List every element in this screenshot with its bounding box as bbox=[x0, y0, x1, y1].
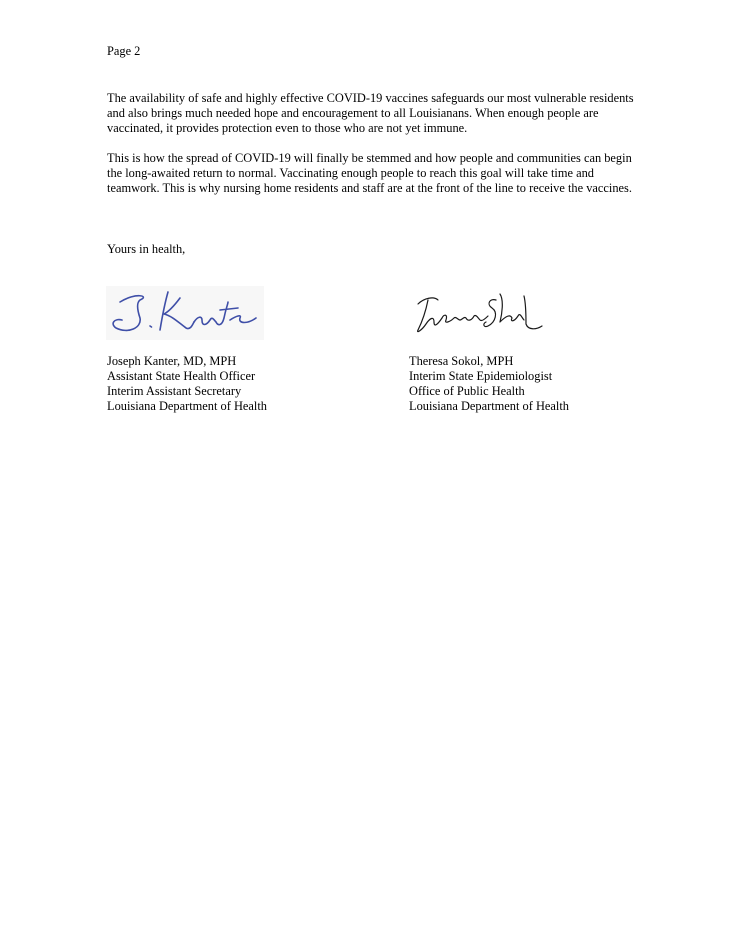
signatory-role: Interim Assistant Secretary bbox=[107, 384, 242, 398]
signatory-name: Joseph Kanter, MD, MPH bbox=[107, 354, 237, 368]
signatory-organization: Louisiana Department of Health bbox=[107, 399, 267, 413]
signatory-title: Interim State Epidemiologist bbox=[409, 369, 553, 383]
closing-salutation: Yours in health, bbox=[107, 242, 186, 256]
signature-kanter bbox=[106, 286, 264, 340]
body-paragraph: This is how the spread of COVID-19 will finally be stemmed and how people and communities can begin the long-awaited return to normal. Vaccinating enough people to reach this goal will take time and teamwork. This is why nursing home residents and staff are at the front of the line to receive the vaccines. bbox=[107, 151, 632, 195]
signatory-role: Office of Public Health bbox=[409, 384, 525, 398]
signatory-block-right bbox=[409, 354, 569, 414]
signatory-title: Assistant State Health Officer bbox=[107, 369, 256, 383]
page-number: Page 2 bbox=[107, 44, 141, 58]
signatory-name: Theresa Sokol, MPH bbox=[409, 354, 514, 368]
signatory-block-left bbox=[107, 354, 267, 414]
body-paragraph: The availability of safe and highly effective COVID-19 vaccines safeguards our most vulnerable residents and also brings much needed hope and encouragement to all Louisianans. When enough people are vaccinated, it provides protection even to those who are not yet immune. bbox=[107, 91, 634, 135]
signature-sokol-strokes bbox=[418, 294, 542, 332]
signatory-organization: Louisiana Department of Health bbox=[409, 399, 569, 413]
signature-sokol bbox=[414, 290, 544, 336]
